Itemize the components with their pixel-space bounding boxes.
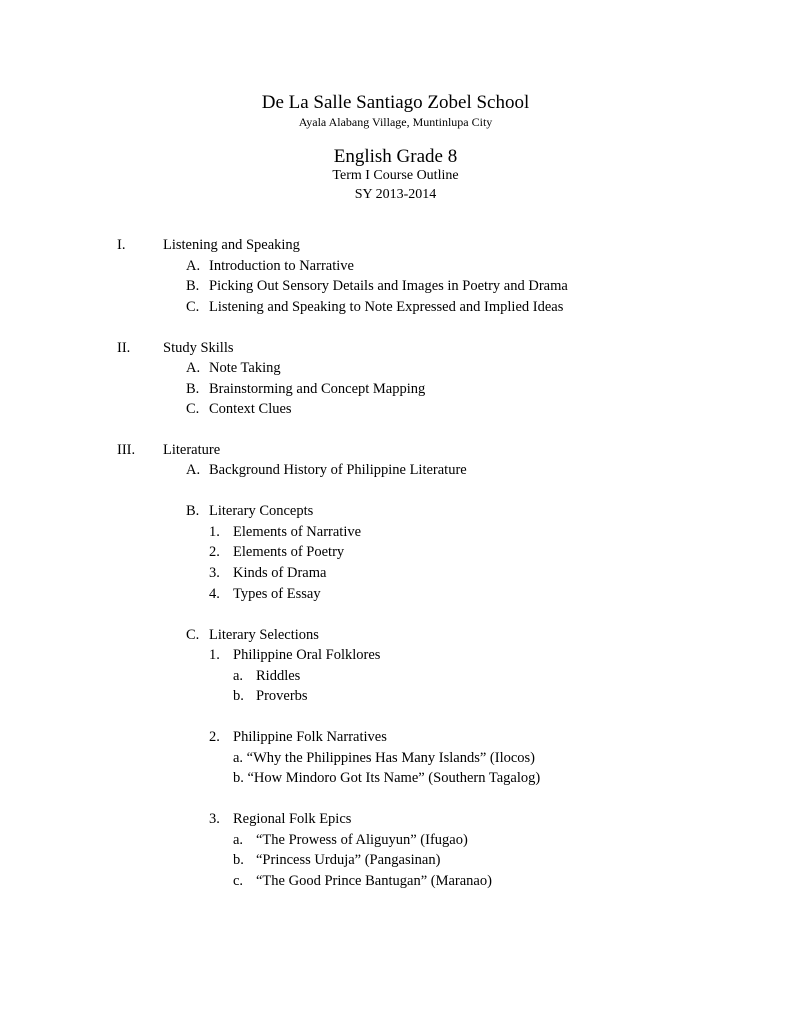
term-outline: Term I Course Outline [332,168,459,183]
subitem-text: Kinds of Drama [233,565,327,581]
section-number: II. [117,340,131,356]
item-letter: A. [186,462,201,478]
item-letter: B. [186,503,200,519]
section-title: Literature [163,442,221,458]
item-letter: C. [186,401,200,417]
subitem-number: 4. [209,586,220,602]
subsub-text: “The Prowess of Aliguyun” (Ifugao) [256,832,468,848]
subsub-letter: b. [233,688,244,704]
school-address: Ayala Alabang Village, Muntinlupa City [298,115,493,129]
item-letter: C. [186,299,200,315]
item-letter: C. [186,627,200,643]
subitem-text: Regional Folk Epics [233,811,352,827]
school-name: De La Salle Santiago Zobel School [261,92,530,113]
item-letter: B. [186,278,200,294]
item-text: Listening and Speaking to Note Expressed and Implied Ideas [209,299,564,315]
subsub-text: Riddles [256,668,301,684]
item-text: Literary Concepts [209,503,314,519]
item-text: Background History of Philippine Literature [209,462,467,478]
subitem-text: Types of Essay [233,586,321,602]
subsub-text: Proverbs [256,688,308,704]
item-text: Note Taking [209,360,281,376]
subitem-number: 3. [209,565,220,581]
subitem-number: 1. [209,524,220,540]
subitem-number: 2. [209,544,220,560]
item-text: Picking Out Sensory Details and Images in Poetry and Drama [209,278,568,294]
item-text: Context Clues [209,401,292,417]
section-title: Listening and Speaking [163,237,300,253]
subsub-letter: a. [233,668,244,684]
subitem-text: Philippine Folk Narratives [233,729,387,745]
subitem-text: Elements of Narrative [233,524,362,540]
subsub-letter: a. [233,832,244,848]
subsub-letter: b. [233,852,244,868]
item-letter: A. [186,258,201,274]
section-number: III. [117,442,136,458]
subitem-number: 3. [209,811,220,827]
subitem-text: Elements of Poetry [233,544,345,560]
school-year: SY 2013-2014 [354,187,437,202]
subitem-number: 2. [209,729,220,745]
subsub-text: “Princess Urduja” (Pangasinan) [256,852,441,868]
subsub-text: a. “Why the Philippines Has Many Islands” (Ilocos) [233,750,536,766]
section-number: I. [117,237,126,253]
item-letter: A. [186,360,201,376]
course-title: English Grade 8 [333,146,458,167]
subitem-number: 1. [209,647,220,663]
item-text: Brainstorming and Concept Mapping [209,381,426,397]
item-letter: B. [186,381,200,397]
subsub-text: “The Good Prince Bantugan” (Maranao) [256,873,492,889]
section-title: Study Skills [163,340,234,356]
subitem-text: Philippine Oral Folklores [233,647,381,663]
subsub-text: b. “How Mindoro Got Its Name” (Southern Tagalog) [233,770,541,786]
item-text: Literary Selections [209,627,319,643]
item-text: Introduction to Narrative [209,258,354,274]
subsub-letter: c. [233,873,244,889]
